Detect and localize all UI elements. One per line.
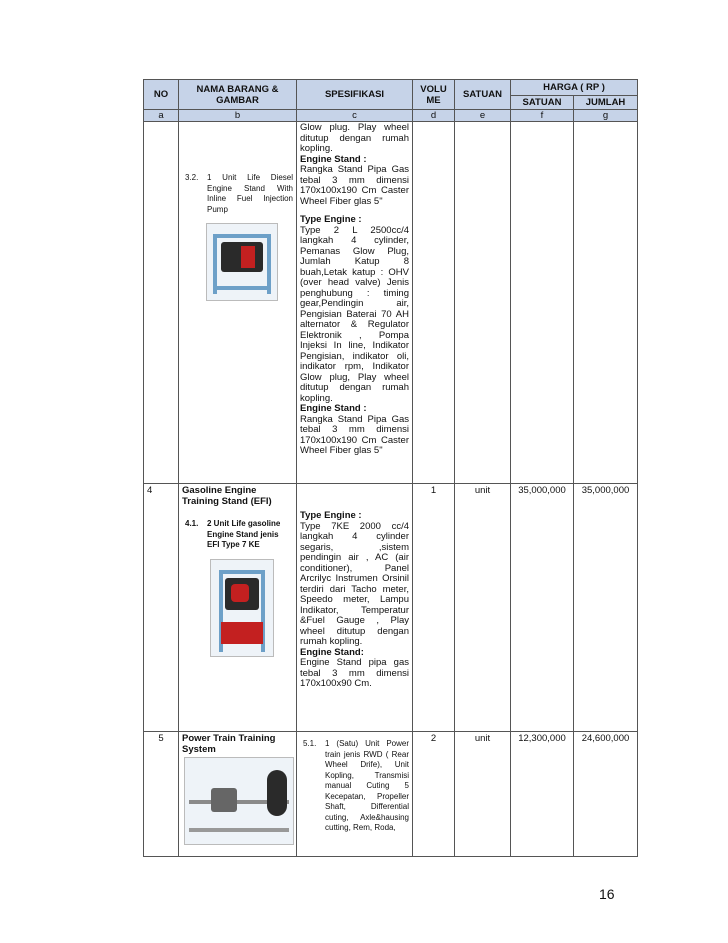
spec-line: Type 2 L 2500cc/4 langkah 4 cylinder, Pemanas Glow Plug, Jumlah Katup 8 buah,Letak katup : OHV (over head valve) Jenis penghubung : timing gear,Pendingin air, Pengisian Baterai 70 AH alternator & Regulator Elektronik , Pompa Injeksi In line, Indikator Pengisian, indikator oli, indikator rpm, Indikator Glow plug, Play wheel ditutup dengan rumah kopling. xyxy=(300,224,409,404)
spec-heading: Type Engine : xyxy=(300,214,362,225)
sub-item-5-1: 5.1. 1 (Satu) Unit Power train jenis RWD ( Rear Wheel Drife), Unit Kopling, Transmisi manual Cuting 5 Kecepatan, Propeller Shaft, Differential cuting, Axle&hausing cutting, Rem, Roda, xyxy=(303,739,409,832)
sub-item-4-1: 4.1. 2 Unit Life gasoline Engine Stand jenis EFI Type 7 KE xyxy=(185,519,281,549)
cell-volume: 2 xyxy=(413,732,455,857)
cell-item xyxy=(179,732,297,857)
header-no: NO xyxy=(144,80,179,110)
spec-heading: Type Engine : xyxy=(300,510,362,521)
cell-no: 5 xyxy=(144,732,179,857)
cell-spesifikasi xyxy=(297,484,413,732)
header-spesifikasi: SPESIFIKASI xyxy=(297,80,413,110)
diesel-engine-stand-image xyxy=(206,223,278,301)
header-volume: VOLU ME xyxy=(413,80,455,110)
cell-volume xyxy=(413,122,455,484)
page-number: 16 xyxy=(599,886,615,902)
cell-satuan: unit xyxy=(455,732,511,857)
cell-item xyxy=(179,122,297,484)
header-satuan: SATUAN xyxy=(455,80,511,110)
cell-volume: 1 xyxy=(413,484,455,732)
col-letter: g xyxy=(574,110,638,122)
cell-harga-satuan: 35,000,000 xyxy=(511,484,574,732)
table-row-3-continued xyxy=(144,122,638,484)
col-letter: d xyxy=(413,110,455,122)
cell-satuan xyxy=(455,122,511,484)
col-letter: e xyxy=(455,110,511,122)
header-harga: HARGA ( RP ) xyxy=(511,80,638,96)
cell-no xyxy=(144,122,179,484)
cell-jumlah xyxy=(574,122,638,484)
column-letters-row xyxy=(144,110,638,122)
header-nama-barang: NAMA BARANG & GAMBAR xyxy=(179,80,297,110)
spec-heading: Engine Stand : xyxy=(300,153,367,165)
col-letter: c xyxy=(297,110,413,122)
spec-heading: Engine Stand: xyxy=(300,646,364,658)
spec-line: Type 7KE 2000 cc/4 langkah 4 cylinder segaris, ,sistem pendingin air , AC (air conditioner), Panel Arcrilyc Instrumen Orsinil terdiri dari Tacho meter, Speedo meter, Lampu Indikator, Temperatur &Fuel Gauge , Play wheel ditutup dengan rumah kopling. xyxy=(300,520,409,647)
spec-heading: Engine Stand : xyxy=(300,403,367,414)
spec-line: Engine Stand pipa gas tebal 3 mm dimensi 170x100x90 Cm. xyxy=(300,657,409,689)
table-row-4 xyxy=(144,484,638,732)
item-name: Gasoline Engine Training Stand (EFI) xyxy=(182,485,272,507)
col-letter: b xyxy=(179,110,297,122)
cell-harga-satuan: 12,300,000 xyxy=(511,732,574,857)
cell-item xyxy=(179,484,297,732)
cell-jumlah: 35,000,000 xyxy=(574,484,638,732)
cell-satuan: unit xyxy=(455,484,511,732)
spec-line: Rangka Stand Pipa Gas tebal 3 mm dimensi 170x100x190 Cm Caster Wheel Fiber glas 5" xyxy=(300,164,409,207)
header-harga-satuan: SATUAN xyxy=(511,96,574,110)
col-letter: a xyxy=(144,110,179,122)
power-train-image xyxy=(184,757,294,845)
spec-line: Rangka Stand Pipa Gas tebal 3 mm dimensi 170x100x190 Cm Caster Wheel Fiber glas 5" xyxy=(300,413,409,456)
cell-harga-satuan xyxy=(511,122,574,484)
cell-no: 4 xyxy=(144,484,179,732)
col-letter: f xyxy=(511,110,574,122)
header-harga-jumlah: JUMLAH xyxy=(574,96,638,110)
gasoline-engine-stand-image xyxy=(210,559,274,657)
spec-line: Glow plug. Play wheel ditutup dengan rumah kopling. xyxy=(300,122,409,154)
cell-spesifikasi xyxy=(297,122,413,484)
sub-item-3-2: 3.2. 1 Unit Life Diesel Engine Stand With Inline Fuel Injection Pump xyxy=(185,173,293,214)
table-row-5 xyxy=(144,732,638,857)
cell-spesifikasi xyxy=(297,732,413,857)
specification-table xyxy=(143,79,638,857)
cell-jumlah: 24,600,000 xyxy=(574,732,638,857)
item-name: Power Train Training System xyxy=(182,733,276,755)
